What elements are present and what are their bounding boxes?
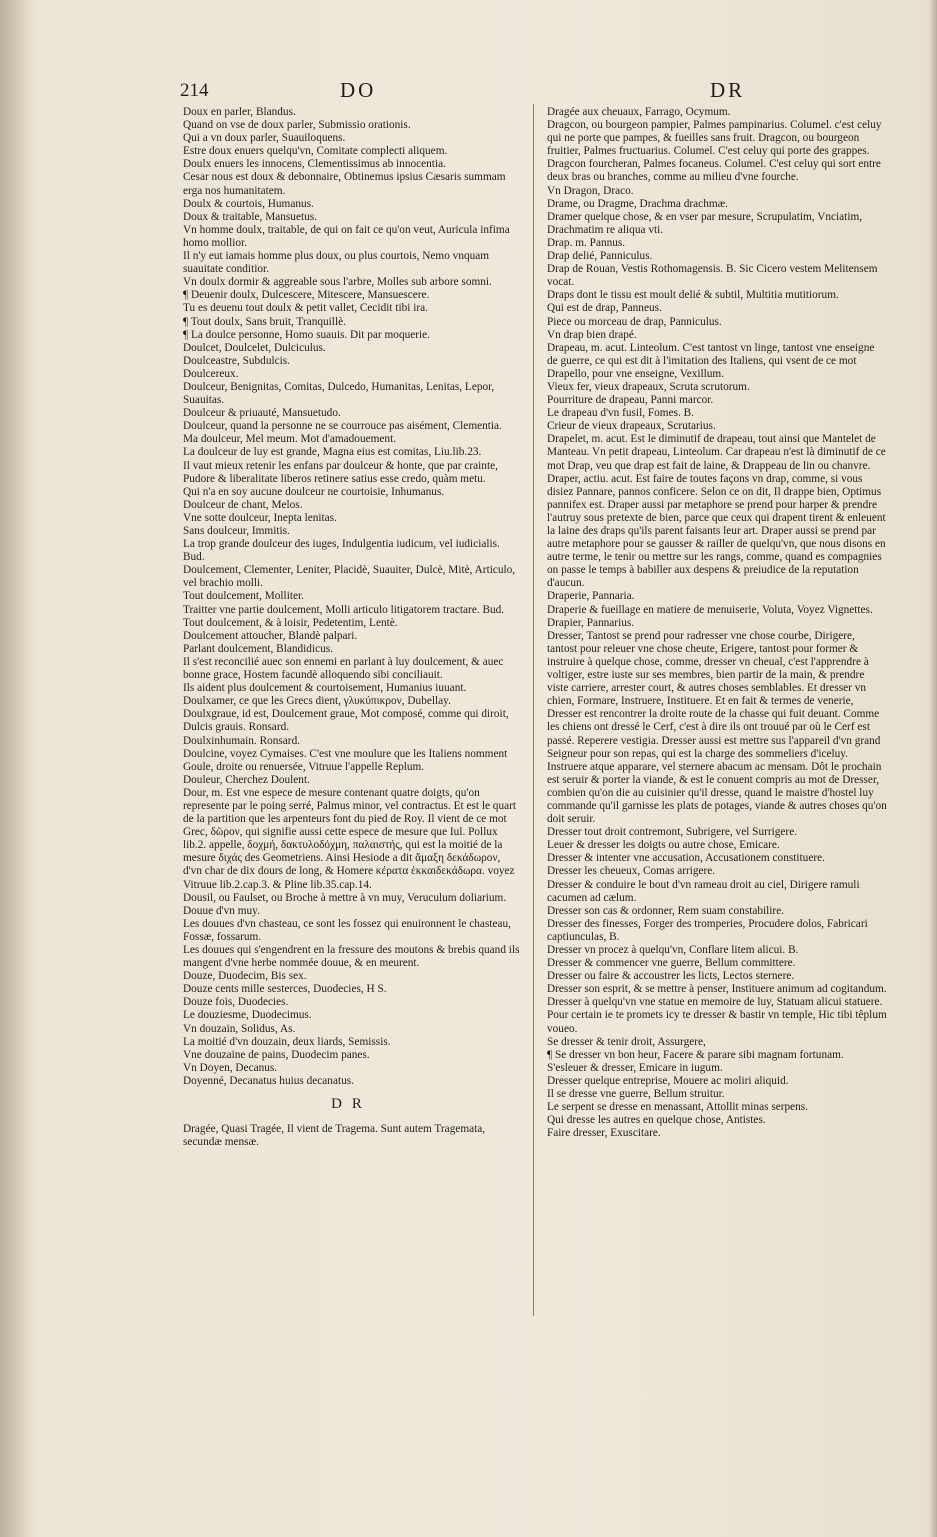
left-entry-list <box>183 106 520 1088</box>
dictionary-entry: Vn drap bien drapé. <box>547 328 637 341</box>
dictionary-entry: Vn homme doulx, traitable, de qui on fait ce qu'on veut, Auricula infima homo mollior. <box>183 223 510 249</box>
dictionary-entry: Qui dresse les autres en quelque chose, Antistes. <box>547 1114 766 1127</box>
dictionary-entry: Se dresser & tenir droit, Assurgere, <box>547 1035 706 1048</box>
dictionary-entry: Il s'est reconcilié auec son ennemi en parlant à luy doulcement, & auec bonne grace, Hostem facundè alloquendo sibi conciliauit. <box>183 655 504 682</box>
dictionary-entry: Les douues qui s'engendrent en la fressure des moutons & brebis quand ils mangent d'vne herbe nommée douue, & en meurent. <box>183 944 520 970</box>
section-heading: DR <box>331 1096 372 1113</box>
dictionary-entry: Dresser les cheueux, Comas arrigere. <box>547 865 716 878</box>
dictionary-entry: Dragée, Quasi Tragée, Il vient de Tragema. Sunt autem Tragemata, secundæ mensæ. <box>183 1123 486 1149</box>
left-column <box>183 106 520 1149</box>
dictionary-entry: Doulx enuers les innocens, Clementissimus ab innocentia. <box>183 158 446 171</box>
dictionary-entry: Doulceur de chant, Melos. <box>183 498 303 511</box>
dictionary-entry: Douze, Duodecim, Bis sex. <box>183 970 307 983</box>
dictionary-entry: Estre doux enuers quelqu'vn, Comitate complecti aliquem. <box>183 145 448 158</box>
dictionary-entry: Douue d'vn muy. <box>183 904 260 917</box>
header-left: DO <box>340 78 377 102</box>
dictionary-entry: Sans doulceur, Immitis. <box>183 525 290 537</box>
dictionary-entry: Dresser ou faire & accoustrer les licts, Lectos sternere. <box>547 970 795 983</box>
dictionary-entry: Drapelet, m. acut. Est le diminutif de drapeau, tout ainsi que Mantelet de Manteau. Vn petit drapeau, Linteolum. Car drapeau n'est là diminutif de ce mot Drap, veu que drap est fait de laine, & Drappeau de lin ou chanvre. <box>547 433 886 472</box>
dictionary-entry: Dresser son esprit, & se mettre à penser, Instituere animum ad cogitandum. <box>547 983 887 996</box>
dictionary-entry: Dramer quelque chose, & en vser par mesure, Scrupulatim, Vnciatim, Drachmatim re aliqua vti. <box>547 210 863 236</box>
dictionary-entry: Pour certain ie te promets icy te dresser & bastir vn temple, Hic tibi têplum voueo. <box>547 1009 887 1035</box>
dictionary-entry: Il se dresse vne guerre, Bellum struitur. <box>547 1088 725 1101</box>
dictionary-entry: Vn douzain, Solidus, As. <box>183 1022 296 1035</box>
dictionary-entry: Dragée aux cheuaux, Farrago, Ocymum. <box>547 106 731 118</box>
dictionary-entry: Tu es deuenu tout doulx & petit vallet, Cecidit tibi ira. <box>183 302 428 315</box>
dictionary-entry: Les douues d'vn chasteau, ce sont les fossez qui enuironnent le chasteau, Fossæ, fossarum. <box>183 917 511 943</box>
dictionary-entry: Vne sotte doulceur, Inepta lenitas. <box>183 511 337 524</box>
dictionary-entry: Dresser vn procez à quelqu'vn, Conflare litem alicui. B. <box>547 944 799 956</box>
dictionary-entry: Leuer & dresser les doigts ou autre chose, Emicare. <box>547 839 780 852</box>
dictionary-entry: Drap. m. Pannus. <box>547 236 626 249</box>
dictionary-entry: Draperie & fueillage en matiere de menuiserie, Voluta, Voyez Vignettes. <box>547 603 873 616</box>
dictionary-entry: Douze cents mille sesterces, Duodecies, H S. <box>183 983 387 996</box>
dictionary-entry: Doulcement attoucher, Blandè palpari. <box>183 629 358 642</box>
dictionary-entry: Le douziesme, Duodecimus. <box>183 1009 312 1022</box>
dictionary-entry: Qui est de drap, Panneus. <box>547 302 662 315</box>
dictionary-entry: Piece ou morceau de drap, Panniculus. <box>547 315 722 328</box>
dictionary-entry: Drapeau, m. acut. Linteolum. C'est tantost vn linge, tantost vne enseigne de guerre, ce qui est dit à l'imitation des Italiens, qui vsent de ce mot Drapello, pour vne enseigne, Vexillum. <box>547 341 875 380</box>
dictionary-entry: Ils aident plus doulcement & courtoisement, Humanius iuuant. <box>183 682 467 695</box>
dictionary-entry: Vn Dragon, Draco. <box>547 184 634 197</box>
page-number: 214 <box>180 80 209 101</box>
dictionary-entry: Douze fois, Duodecies. <box>183 996 289 1009</box>
dictionary-entry: Dresser à quelqu'vn vne statue en memoire de luy, Statuam alicui statuere. <box>547 996 883 1009</box>
dictionary-entry: ¶ La doulce personne, Homo suauis. Dit par moquerie. <box>183 328 430 341</box>
dictionary-entry: Drapier, Pannarius. <box>547 616 635 629</box>
dictionary-entry: Pourriture de drapeau, Panni marcor. <box>547 394 714 407</box>
dictionary-entry: Crieur de vieux drapeaux, Scrutarius. <box>547 420 716 433</box>
dictionary-entry: ¶ Tout doulx, Sans bruit, Tranquillè. <box>183 315 346 328</box>
dictionary-entry: Dresser & conduire le bout d'vn rameau droit au ciel, Dirigere ramuli cacumen ad cælum. <box>547 878 860 904</box>
dictionary-entry: Douleur, Cherchez Doulent. <box>183 773 310 786</box>
dictionary-entry: Draps dont le tissu est moult delié & subtil, Multitia mutitiorum. <box>547 289 839 302</box>
dictionary-entry: Vne douzaine de pains, Duodecim panes. <box>183 1048 370 1061</box>
dictionary-entry: La moitié d'vn douzain, deux liards, Semissis. <box>183 1035 391 1048</box>
dictionary-entry: Dresser, Tantost se prend pour radresser vne chose courbe, Dirigere, tantost pour releuer vne chose cheute, Erigere, tantost pour former & instruire à quelque chose, comme, dresser vn cheual, c'est l'apprendre à voltiger, estre iuste sur ses membres, bien partir de la main, & prendre viste carriere, arrester court, & autres choses semblables. Et dresser vn chien, Formare, Instruere, Instituere. Et en fait & termes de venerie, Dresser est rencontrer la droite route de la chasse qui fuit deuant. Comme les chiens ont dressé le Cerf, c'est à dire ils ont trouué par où le Cerf est passé. Reperere vestigia. Dresser aussi est mettre sus l'appareil d'vn grand Seigneur pour son repas, qui est la charge des sommeliers d'iceluy. Instruere atque apparare, vel sternere abacum ac mensam. Dôt le prochain est seruir & porter la viande, & est le conuent compris au mot de Dresser, combien qu'on die au cuisinier qu'il dresse, quand le maistre d'hostel luy commande qu'il garnisse les plats de potages, viande & autres choses qu'on doit seruir. <box>547 629 887 826</box>
dictionary-entry: Doulx & courtois, Humanus. <box>183 197 314 210</box>
dictionary-entry: Drame, ou Dragme, Drachma drachmæ. <box>547 197 728 210</box>
dictionary-entry: Dour, m. Est vne espece de mesure contenant quatre doigts, qu'on represente par le poing serré, Palmus minor, vel contractus. Et est le quart de la partition que les arpenteurs font du pied de Roy. Il vient de ce mot Grec, δῶρον, qui signifie aussi cette espece de mesure que Iul. Pollux lib.2. appelle, δοχμή, δακτυλοδόχμη, παλαιστής, qui est la moitié de la mesure διχάς des Geometriens. Ainsi Hesiode a dit ἄμαξη δεκάδωρον, d'vn char de dix dours de long, & Homere κέρατα ἑκκαιδεκάδωρα. voyez Vitruue lib.2.cap.3. & Pline lib.35.cap.14. <box>183 786 517 891</box>
dictionary-entry: Tout doulcement, Molliter. <box>183 590 304 603</box>
dictionary-entry: Doulxinhumain. Ronsard. <box>183 734 301 747</box>
column-divider <box>533 104 534 1316</box>
header-right: DR <box>710 78 746 102</box>
dictionary-entry: Quand on vse de doux parler, Submissio orationis. <box>183 119 411 132</box>
dictionary-entry: Vn Doyen, Decanus. <box>183 1061 278 1074</box>
dictionary-entry: Dresser son cas & ordonner, Rem suam constabilire. <box>547 904 785 917</box>
dictionary-entry: Doulceur, quand la personne ne se courrouce pas aisément, Clementia. <box>183 420 502 433</box>
dictionary-entry: Qui a vn doux parler, Suauiloquens. <box>183 132 346 145</box>
dictionary-entry: Doux & traitable, Mansuetus. <box>183 210 317 223</box>
dictionary-entry: Doulxamer, ce que les Grecs dient, γλυκύπικρον, Dubellay. <box>183 695 451 708</box>
dictionary-entry: Parlant doulcement, Blandidicus. <box>183 642 333 655</box>
dictionary-entry: Dragcon, ou bourgeon pampier, Palmes pampinarius. Columel. c'est celuy qui ne porte que pampes, & fueilles sans fruit. Dragcon, ou bourgeon fruitier, Palmes fructuarius. Columel. C'est celuy qui porte des grappes. Dragcon fourcheran, Palmes focaneus. Columel. C'est celuy qui sort entre deux bras ou branches, comme au milieu d'vne fourche. <box>547 119 882 184</box>
dictionary-entry: S'esleuer & dresser, Emicare in iugum. <box>547 1061 723 1074</box>
dictionary-entry: La doulceur de luy est grande, Magna eius est comitas, Liu.lib.23. <box>183 446 482 459</box>
dictionary-entry: Il vaut mieux retenir les enfans par doulceur & honte, que par crainte, Pudore & liberalitate liberos retinere satius esse credo, quàm metu. <box>183 459 498 485</box>
right-entry-list <box>547 106 887 1140</box>
dictionary-entry: Vieux fer, vieux drapeaux, Scruta scrutorum. <box>547 380 750 393</box>
running-header <box>180 78 840 104</box>
dictionary-entry: Draper, actiu. acut. Est faire de toutes façons vn drap, comme, si vous disiez Pannare, pannos conficere. Selon ce on dit, Il drappe bien, Optimus pannifex est. Draper aussi par metaphore se prend pour harper & prendre l'autruy sous pretexte de bien, parce que ceux qui drapent tirent & enleuent la laine des draps qu'ils parent faisants leur art. Draper aussi se prend par autre metaphore pour se gausser & railler de quelqu'vn, que nous disons en autre terme, le tenir ou mettre sur les rangs, comme, quand es compagnies on passe le temps à babiller aux despens & preiudice de la reputation d'aucun. <box>547 472 886 590</box>
dictionary-entry: Traitter vne partie doulcement, Molli articulo litigatorem tractare. Bud. <box>183 603 505 616</box>
dictionary-entry: Tout doulcement, & à loisir, Pedetentim, Lentè. <box>183 616 398 629</box>
dictionary-entry: Dresser des finesses, Forger des tromperies, Procudere dolos, Fabricari captiunculas, B. <box>547 917 868 943</box>
dictionary-entry: Drap de Rouan, Vestis Rothomagensis. B. Sic Cicero vestem Melitensem vocat. <box>547 263 878 289</box>
dictionary-entry: Ma doulceur, Mel meum. Mot d'amadouement. <box>183 433 397 446</box>
dictionary-entry: Dousil, ou Faulset, ou Broche à mettre à vn muy, Veruculum doliarium. <box>183 891 507 904</box>
dictionary-entry: Doulcement, Clementer, Leniter, Placidè, Suauiter, Dulcè, Mitè, Articulo, vel brachio molli. <box>183 564 516 590</box>
dictionary-entry: La trop grande doulceur des iuges, Indulgentia iudicum, vel iudicialis. Bud. <box>183 538 500 564</box>
dictionary-entry: Le drapeau d'vn fusil, Fomes. B. <box>547 407 694 420</box>
dictionary-entry: ¶ Se dresser vn bon heur, Facere & parare sibi magnam fortunam. <box>547 1048 844 1061</box>
dictionary-entry: Doulceastre, Subdulcis. <box>183 354 290 367</box>
dictionary-entry: Drap delié, Panniculus. <box>547 250 653 263</box>
dictionary-entry: Doulxgraue, id est, Doulcement graue, Mot composé, comme qui diroit, Dulcis grauis. Ronsard. <box>183 708 509 734</box>
dictionary-entry: Dresser & commencer vne guerre, Bellum committere. <box>547 957 796 970</box>
dictionary-entry: Dresser tout droit contremont, Subrigere, vel Surrigere. <box>547 826 798 839</box>
dictionary-entry: Doulcereux. <box>183 367 239 380</box>
dictionary-entry: Faire dresser, Exuscitare. <box>547 1127 661 1140</box>
page-edge <box>929 0 937 1537</box>
dictionary-entry: Doux en parler, Blandus. <box>183 106 296 118</box>
right-column <box>547 106 887 1140</box>
dictionary-entry: Dresser quelque entreprise, Mouere ac moliri aliquid. <box>547 1074 789 1087</box>
dictionary-entry: Vn doulx dormir & aggreable sous l'arbre, Molles sub arbore somni. <box>183 276 492 289</box>
dictionary-entry: Doulceur, Benignitas, Comitas, Dulcedo, Humanitas, Lenitas, Lepor, Suauitas. <box>183 380 495 407</box>
dictionary-entry: ¶ Deuenir doulx, Dulcescere, Mitescere, Mansuescere. <box>183 289 430 302</box>
dictionary-entry: Qui n'a en soy aucune doulceur ne courtoisie, Inhumanus. <box>183 485 445 498</box>
dictionary-entry: Dresser & intenter vne accusation, Accusationem constituere. <box>547 852 825 865</box>
dictionary-entry: Doulcet, Doulcelet, Dulciculus. <box>183 341 326 354</box>
dictionary-entry: Doulceur & priuauté, Mansuetudo. <box>183 407 341 420</box>
left-after-heading-list <box>183 1123 520 1149</box>
dictionary-entry: Il n'y eut iamais homme plus doux, ou plus courtois, Nemo vnquam suauitate conditior. <box>183 250 490 276</box>
dictionary-entry: Le serpent se dresse en menassant, Attollit minas serpens. <box>547 1101 809 1114</box>
dictionary-entry: Cesar nous est doux & debonnaire, Obtinemus ipsius Cæsaris summam erga nos humanitatem. <box>183 171 506 197</box>
dictionary-entry: Doyenné, Decanatus huius decanatus. <box>183 1074 354 1087</box>
dictionary-entry: Doulcine, voyez Cymaises. C'est vne moulure que les Italiens nomment Goule, droite ou renuersée, Vitruue l'appelle Replum. <box>183 747 508 773</box>
gutter-shadow <box>0 0 34 1537</box>
dictionary-entry: Draperie, Pannaria. <box>547 590 635 603</box>
